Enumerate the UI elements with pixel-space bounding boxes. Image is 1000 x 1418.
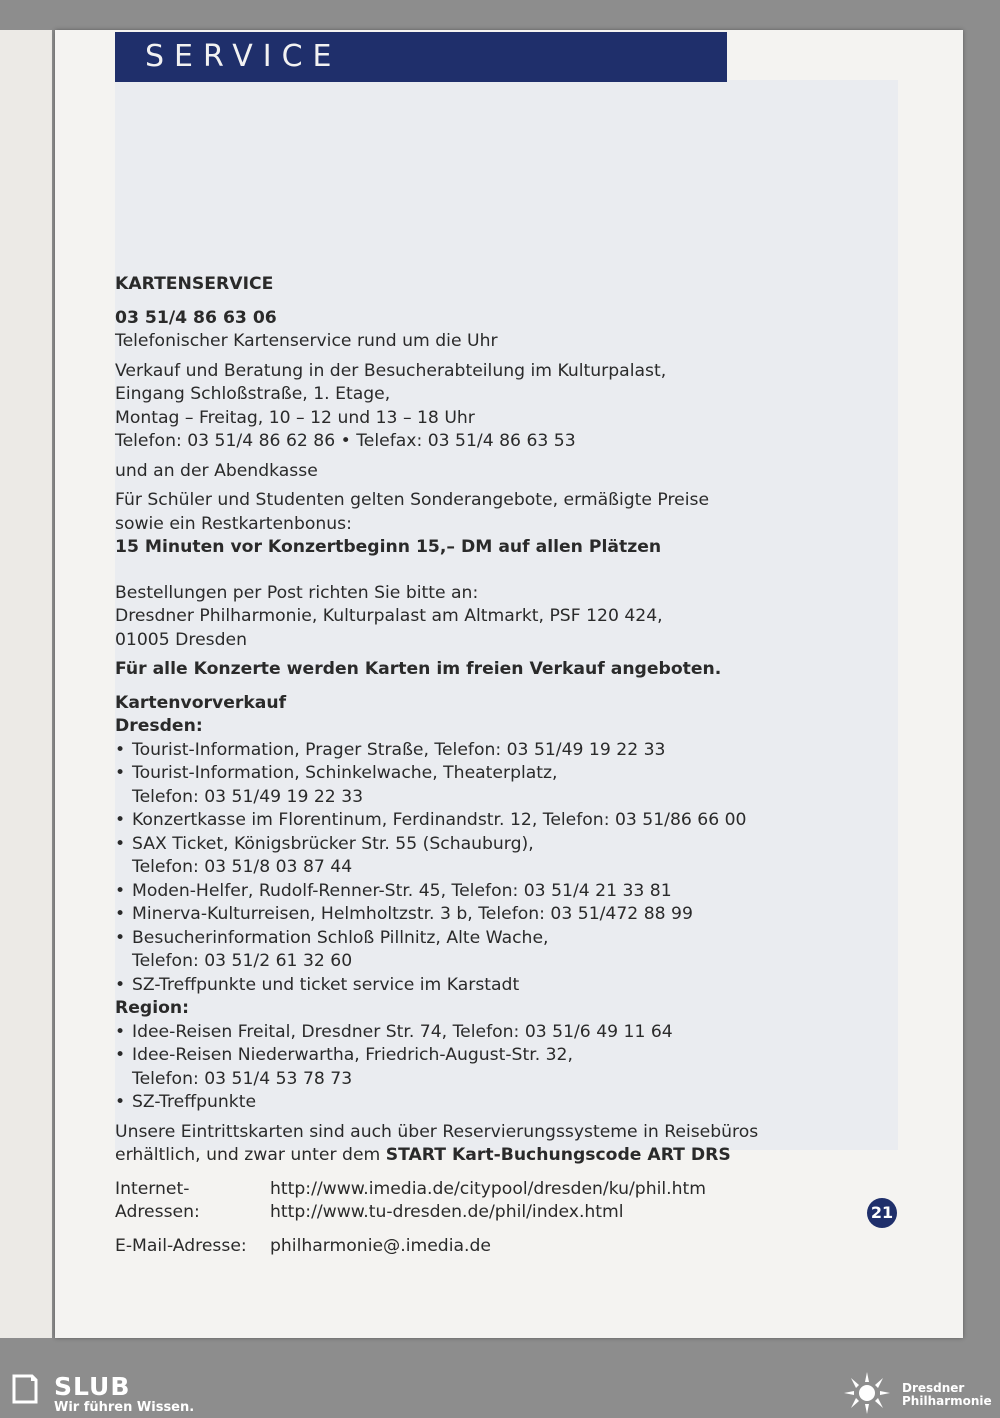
- list-item-continuation: Telefon: 03 51/2 61 32 60: [132, 951, 353, 971]
- postal-order-info: [115, 582, 875, 653]
- facing-page-edge: [0, 30, 52, 1338]
- list-item: • Besucherinformation Schloß Pillnitz, Alte Wache,: [115, 927, 875, 951]
- sales-line: Eingang Schloßstraße, 1. Etage,: [115, 384, 391, 404]
- list-item: • SZ-Treffpunkte und ticket service im Karstadt: [115, 974, 875, 998]
- free-sale-note: Für alle Konzerte werden Karten im freien Verkauf angeboten.: [115, 659, 722, 679]
- sales-line: Montag – Freitag, 10 – 12 und 13 – 18 Uhr: [115, 407, 475, 428]
- list-item: • Moden-Helfer, Rudolf-Renner-Str. 45, Telefon: 03 51/4 21 33 81: [115, 880, 875, 904]
- ticket-phone-description: Telefonischer Kartenservice rund um die Uhr: [115, 331, 498, 351]
- list-item-continuation: Telefon: 03 51/49 19 22 33: [132, 786, 364, 807]
- partner-name-line: Philharmonie: [902, 1394, 992, 1408]
- library-name: SLUB: [54, 1372, 131, 1401]
- library-tagline: Wir führen Wissen.: [54, 1400, 195, 1415]
- footer-bar: [0, 1368, 1000, 1418]
- internet-label: Internet-Adressen:: [115, 1178, 200, 1222]
- booking-code: START Kart-Buchungscode ART DRS: [385, 1145, 731, 1165]
- kartenservice-heading: KARTENSERVICE: [115, 274, 274, 294]
- list-item: • Tourist-Information, Schinkelwache, Theaterplatz,: [115, 762, 875, 786]
- vorverkauf-heading: Kartenvorverkauf: [115, 692, 287, 713]
- ticket-phone-number: 03 51/4 86 63 06: [115, 307, 277, 328]
- sales-info: [115, 360, 875, 454]
- section-header-bar: SERVICE: [115, 32, 727, 82]
- page-number-badge: 21: [867, 1198, 897, 1228]
- reservation-line: Unsere Eintrittskarten sind auch über Reservierungssysteme in Reisebüros: [115, 1121, 759, 1142]
- email-label: E-Mail-Adresse:: [115, 1235, 247, 1256]
- abendkasse-note: und an der Abendkasse: [115, 460, 318, 481]
- discount-bold: 15 Minuten vor Konzertbeginn 15,– DM auf allen Plätzen: [115, 537, 662, 557]
- list-item: • Minerva-Kulturreisen, Helmholtzstr. 3 b, Telefon: 03 51/472 88 99: [115, 903, 875, 927]
- list-item: • Tourist-Information, Prager Straße, Telefon: 03 51/49 19 22 33: [115, 739, 875, 763]
- post-line: 01005 Dresden: [115, 629, 247, 650]
- document-page: [55, 30, 963, 1338]
- email-link[interactable]: philharmonie@.imedia.de: [270, 1235, 491, 1256]
- post-line: Dresdner Philharmonie, Kulturpalast am Altmarkt, PSF 120 424,: [115, 606, 663, 626]
- page-content: [115, 273, 875, 1258]
- internet-row: [115, 1178, 875, 1225]
- list-item: • Idee-Reisen Niederwartha, Friedrich-August-Str. 32,: [115, 1044, 875, 1068]
- partner-name: [902, 1382, 1000, 1408]
- dresden-label: Dresden:: [115, 716, 203, 736]
- url-link[interactable]: http://www.tu-dresden.de/phil/index.html: [270, 1202, 624, 1222]
- list-item: • Konzertkasse im Florentinum, Ferdinandstr. 12, Telefon: 03 51/86 66 00: [115, 809, 875, 833]
- discount-line: Für Schüler und Studenten gelten Sonderangebote, ermäßigte Preise: [115, 490, 710, 510]
- email-row: [115, 1235, 875, 1259]
- list-item: • SZ-Treffpunkte: [115, 1091, 875, 1115]
- sales-line: Telefon: 03 51/4 86 62 86 • Telefax: 03 51/4 86 63 53: [115, 431, 576, 451]
- url-link[interactable]: http://www.imedia.de/citypool/dresden/ku/phil.htm: [270, 1178, 706, 1199]
- internet-urls: [270, 1178, 706, 1225]
- reservation-info: [115, 1121, 875, 1168]
- region-outlets-list: [115, 1021, 875, 1115]
- list-item-continuation: Telefon: 03 51/4 53 78 73: [132, 1068, 353, 1089]
- dresden-outlets-list: [115, 739, 875, 998]
- reservation-line: [115, 1144, 875, 1168]
- sales-line: Verkauf und Beratung in der Besucherabteilung im Kulturpalast,: [115, 360, 667, 381]
- region-label: Region:: [115, 998, 190, 1018]
- list-item: • Idee-Reisen Freital, Dresdner Str. 74, Telefon: 03 51/6 49 11 64: [115, 1021, 875, 1045]
- post-line: Bestellungen per Post richten Sie bitte an:: [115, 582, 479, 603]
- slub-logo-icon: [12, 1374, 38, 1404]
- discount-line: sowie ein Restkartenbonus:: [115, 513, 352, 534]
- partner-name-line: Dresdner: [902, 1381, 965, 1395]
- list-item-continuation: Telefon: 03 51/8 03 87 44: [132, 857, 353, 877]
- discount-info: [115, 489, 875, 560]
- list-item: • SAX Ticket, Königsbrücker Str. 55 (Schauburg),: [115, 833, 875, 857]
- philharmonie-sun-logo-icon: [840, 1370, 894, 1416]
- reservation-prefix: erhältlich, und zwar unter dem: [115, 1145, 386, 1165]
